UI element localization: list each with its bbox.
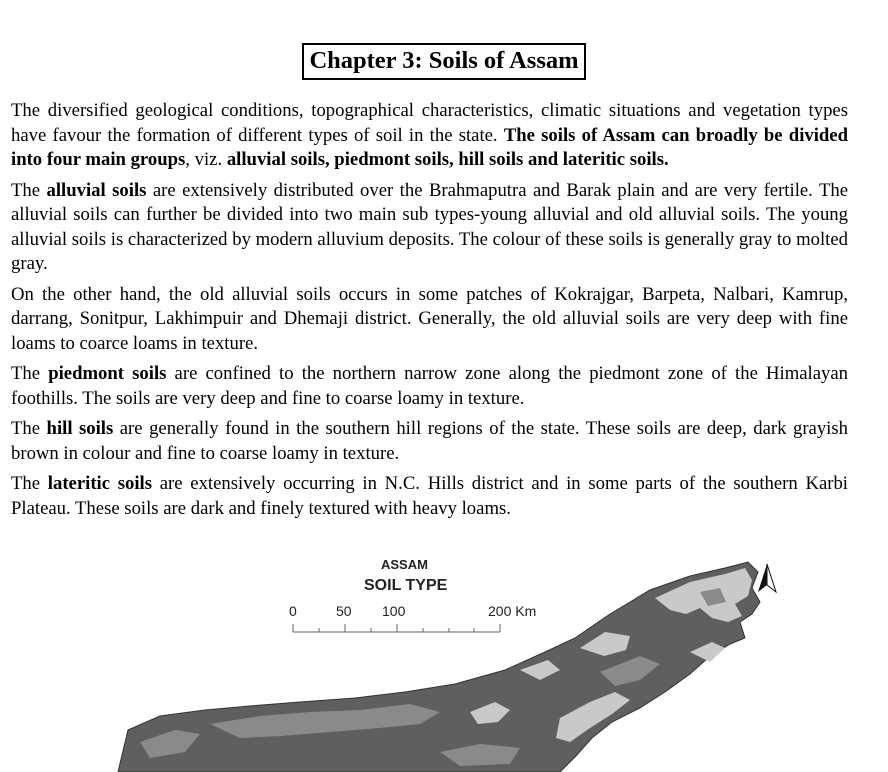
bold-text: piedmont soils [48, 363, 167, 384]
bold-text: alluvial soils, piedmont soils, hill soils and lateritic soils. [226, 149, 669, 170]
scale-label-200: 200 Km [488, 603, 537, 619]
bold-text: The soils of Assam can broadly be divided into four main groups [11, 124, 848, 170]
soil-map [0, 552, 888, 772]
text: , viz. [185, 149, 227, 170]
text: are extensively distributed over the Brahmaputra and Barak plain and are very fertile. The alluvial soils can further be divided into two main sub types-young alluvial and old alluvial soils. The young alluvial soils is characterized by modern alluvium deposits. The colour of these soils is generally gray to molted gray. [11, 179, 849, 274]
text: The [11, 179, 47, 201]
scale-label-0: 0 [289, 603, 297, 619]
paragraph-intro [11, 99, 848, 173]
title-container [0, 43, 888, 80]
paragraph-lateritic [11, 472, 848, 521]
north-arrow-icon [758, 564, 776, 592]
chapter-title: Chapter 3: Soils of Assam [302, 43, 585, 80]
text: The [11, 418, 47, 439]
scale-label-100: 100 [382, 603, 406, 619]
text: are confined to the northern narrow zone along the piedmont zone of the Himalayan foothills. The soils are very deep and fine to coarse loamy in texture. [11, 363, 848, 409]
scale-label-50: 50 [336, 603, 352, 619]
text: The [11, 363, 49, 384]
paragraph-hill [11, 417, 848, 466]
bold-text: hill soils [46, 418, 114, 439]
paragraph-old-alluvial [11, 283, 848, 357]
text: are extensively occurring in N.C. Hills district and in some parts of the southern Karbi Plateau. These soils are dark and finely textured with heavy loams. [11, 473, 848, 519]
scale-bar [293, 624, 500, 632]
text: On the other hand, the old alluvial soils occurs in some patches of Kokrajgar, Barpeta, Nalbari, Kamrup, darrang, Sonitpur, Lakhimpuir and Dhemaji district. Generally, the old alluvial soils are very deep with fine loams to coarce loams in texture. [11, 283, 848, 354]
paragraph-piedmont [11, 362, 848, 411]
body-text [11, 99, 848, 527]
text: The diversified geological conditions, topographical characteristics, climatic situations and vegetation types have favour the formation of different types of soil in the state. [11, 100, 848, 146]
text: are generally found in the southern hill regions of the state. These soils are deep, dark grayish brown in colour and fine to coarse loamy in texture. [11, 418, 848, 464]
map-title-line2: SOIL TYPE [364, 577, 448, 594]
paragraph-alluvial [11, 179, 848, 277]
map-title-line1: ASSAM [381, 557, 428, 572]
bold-text: lateritic soils [47, 473, 153, 494]
text: The [11, 473, 48, 494]
bold-text: alluvial soils [46, 179, 147, 201]
